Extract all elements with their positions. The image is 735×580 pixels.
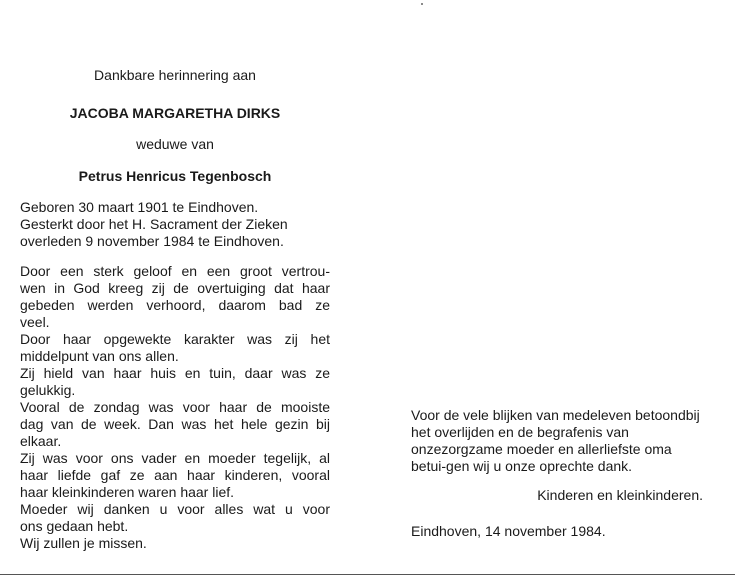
signature: Kinderen en kleinkinderen.	[537, 487, 703, 503]
birth-line: Geboren 30 maart 1901 te Eindhoven.	[20, 199, 259, 215]
story-line: middelpunt van ons allen.	[20, 348, 179, 364]
story-line: ons gedaan hebt.	[20, 518, 129, 534]
story-line: haar kleinkinderen waren haar lief.	[20, 484, 235, 500]
story-line: Zij hield van haar huis en tuin, daar was ze	[20, 365, 330, 381]
thanks-line: Voor de vele blijken van medeleven betoond	[411, 407, 686, 423]
thanks-paragraph	[411, 407, 703, 475]
thanks-line: gen wij u onze oprechte dank.	[446, 458, 633, 474]
thanks-line: bij het overlijden en de begrafenis van onze	[411, 407, 700, 457]
sacrament-line: Gesterkt door het H. Sacrament der Zieken	[20, 216, 288, 232]
story-line: veel.	[20, 314, 50, 330]
scan-speck	[421, 3, 423, 5]
story-line: gelukkig.	[20, 382, 76, 398]
story-line: Zij was voor ons vader en moeder tegelijk, al	[20, 450, 330, 466]
widow-of-label: weduwe van	[136, 136, 214, 152]
intro-heading: Dankbare herinnering aan	[94, 67, 256, 83]
death-line: overleden 9 november 1984 te Eindhoven.	[20, 233, 284, 249]
thanks-line: zorgzame moeder en allerliefste oma betui-	[411, 441, 672, 474]
story-line: dag van de week. Dan was het hele gezin bij	[20, 416, 330, 432]
story-line: gebeden werden verhoord, daarom bad ze	[20, 297, 330, 313]
deceased-name: JACOBA MARGARETHA DIRKS	[69, 105, 281, 121]
bottom-edge-line	[0, 574, 735, 575]
story-line: Door een sterk geloof en een groot vertrou-	[20, 263, 330, 279]
story-line: elkaar.	[20, 433, 62, 449]
story-line: Wij zullen je missen.	[20, 535, 147, 551]
story-line: haar liefde gaf ze aan haar kinderen, vooral	[20, 467, 330, 483]
story-line: Moeder wij danken u voor alles wat u voor	[20, 501, 330, 517]
birth-death-paragraph	[20, 199, 330, 250]
story-paragraph	[20, 263, 330, 552]
place-date: Eindhoven, 14 november 1984.	[411, 523, 606, 539]
story-line: Vooral de zondag was voor haar de mooiste	[20, 399, 330, 415]
story-line: Door haar opgewekte karakter was zij het	[20, 331, 330, 347]
story-line: wen in God kreeg zij de overtuiging dat haar	[20, 280, 330, 296]
husband-name: Petrus Henricus Tegenbosch	[78, 168, 272, 184]
